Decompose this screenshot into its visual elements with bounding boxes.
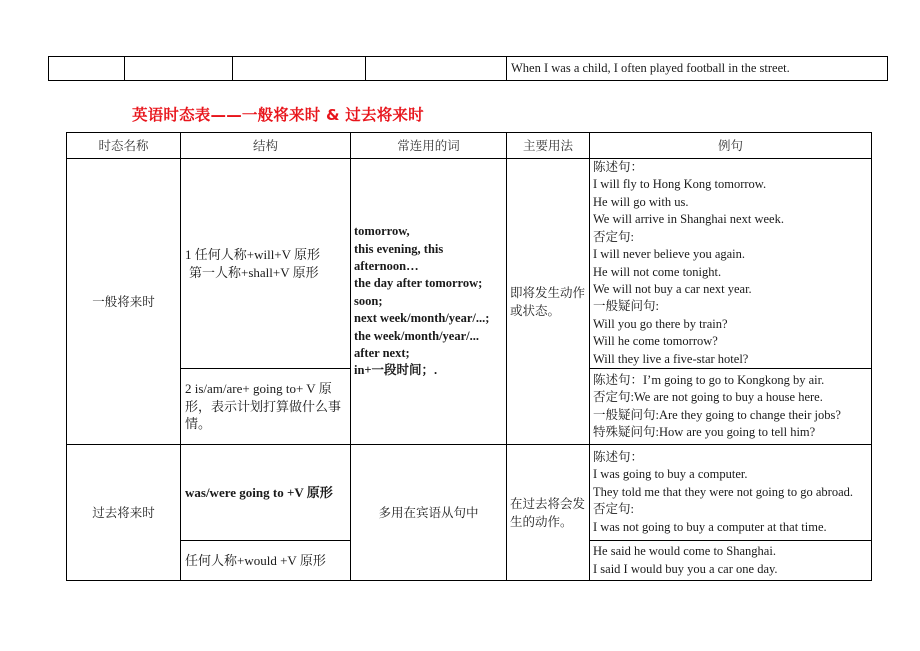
- word-item: next week/month/year/...;: [354, 311, 490, 326]
- common-words-past-future: 多用在宾语从句中: [351, 445, 507, 581]
- empty-cell: [366, 57, 507, 81]
- table-row: [67, 445, 872, 541]
- empty-cell: [49, 57, 125, 81]
- example-line: 一般疑问句:: [593, 299, 659, 314]
- header-common-words: 常连用的词: [351, 133, 507, 159]
- header-structure: 结构: [181, 133, 351, 159]
- example-line: 特殊疑问句:How are you going to tell him?: [593, 424, 816, 439]
- example-line: We will arrive in Shanghai next week.: [593, 212, 784, 227]
- header-tense-name: 时态名称: [67, 133, 181, 159]
- example-line: Will they live a five-star hotel?: [593, 351, 749, 366]
- structure-line: 第一人称+shall+V 原形: [189, 264, 319, 280]
- word-item: tomorrow,: [354, 224, 410, 239]
- example-cell: When I was a child, I often played football in the street.: [507, 57, 888, 81]
- empty-cell: [233, 57, 366, 81]
- word-item: the day after tomorrow;: [354, 276, 483, 291]
- example-line: I was going to buy a computer.: [593, 467, 748, 482]
- example-line: I will never believe you again.: [593, 247, 746, 262]
- structure-going-to: 2 is/am/are+ going to+ V 原形，表示计划打算做什么事情。: [181, 369, 351, 445]
- examples-will: [590, 159, 872, 369]
- structure-would: 任何人称+would +V 原形: [181, 541, 351, 581]
- table-row: [49, 57, 888, 81]
- example-line: 一般疑问句:Are they going to change their jobs?: [593, 407, 841, 422]
- example-line: 陈述句：I’m going to go to Kongkong by air.: [593, 372, 825, 387]
- tense-name-future: 一般将来时: [67, 159, 181, 445]
- word-item: afternoon…: [354, 258, 419, 273]
- example-line: He said he would come to Shanghai.: [593, 544, 776, 559]
- examples-going-to: [590, 369, 872, 445]
- empty-cell: [125, 57, 233, 81]
- usage-past-future: 在过去将会发生的动作。: [507, 445, 590, 581]
- tense-table: [66, 132, 872, 581]
- example-line: I will fly to Hong Kong tomorrow.: [593, 177, 767, 192]
- word-item: in+一段时间；.: [354, 363, 438, 378]
- structure-was-going-to: was/were going to +V 原形: [181, 445, 351, 541]
- common-words-future: [351, 159, 507, 445]
- example-line: I said I would buy you a car one day.: [593, 561, 778, 576]
- header-row: [67, 133, 872, 159]
- page-title: 英语时态表——一般将来时 & 过去将来时: [132, 106, 424, 124]
- structure-line: 1 任何人称+will+V 原形: [185, 247, 321, 263]
- table-row: [67, 159, 872, 369]
- example-line: 否定句:: [593, 502, 634, 517]
- structure-will: [181, 159, 351, 369]
- example-line: They told me that they were not going to go abroad.: [593, 484, 854, 499]
- header-examples: 例句: [590, 133, 872, 159]
- example-line: 否定句:We are not going to buy a house here.: [593, 390, 823, 405]
- example-line: 否定句:: [593, 229, 634, 244]
- example-line: He will not come tonight.: [593, 264, 722, 279]
- example-line: 陈述句：: [593, 449, 644, 464]
- usage-future: 即将发生动作或状态。: [507, 159, 590, 445]
- word-item: after next;: [354, 346, 410, 361]
- example-line: We will not buy a car next year.: [593, 281, 752, 296]
- examples-would: [590, 541, 872, 581]
- tense-name-past-future: 过去将来时: [67, 445, 181, 581]
- example-line: He will go with us.: [593, 194, 689, 209]
- example-line: Will you go there by train?: [593, 316, 728, 331]
- word-item: soon;: [354, 293, 383, 308]
- previous-table-tail: [48, 56, 888, 81]
- header-usage: 主要用法: [507, 133, 590, 159]
- example-line: 陈述句：: [593, 160, 644, 175]
- word-item: the week/month/year/...: [354, 328, 479, 343]
- word-item: this evening, this: [354, 241, 444, 256]
- example-line: Will he come tomorrow?: [593, 334, 718, 349]
- examples-was-going-to: [590, 445, 872, 541]
- example-line: I was not going to buy a computer at that time.: [593, 519, 827, 534]
